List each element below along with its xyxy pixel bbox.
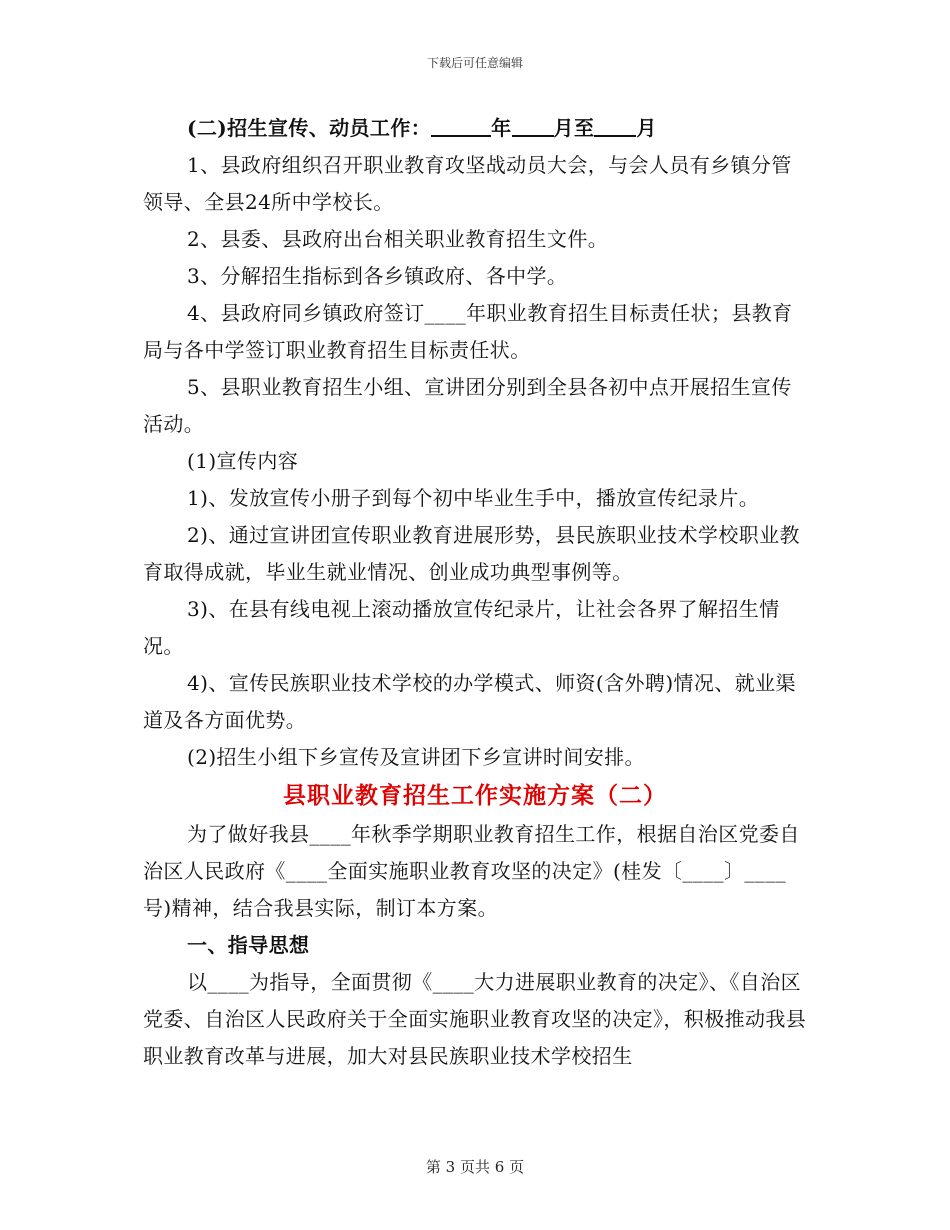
heading-text: (二)招生宣传、动员工作： <box>187 116 432 140</box>
paragraph: 4、县政府同乡镇政府签订____年职业教育招生目标责任状；县教育局与各中学签订职业教育招生目标责任状。 <box>143 301 793 362</box>
sub-heading: (1)宣传内容 <box>187 449 299 473</box>
heading-year: 年 <box>491 116 512 140</box>
blank-line <box>594 113 636 137</box>
blank-line <box>431 113 491 137</box>
section-heading-recruitment-publicity <box>143 110 807 147</box>
paragraph: 2、县委、县政府出台相关职业教育招生文件。 <box>187 227 609 251</box>
heading-month: 月 <box>636 116 657 140</box>
blank-line <box>512 113 554 137</box>
paragraph: 以____为指导，全面贯彻《____大力进展职业教育的决定》、《自治区党委、自治区人民政府关于全面实施职业教育攻坚的决定》，积极推动我县职业教育改革与进展，加大对县民族职业技术学校招生 <box>143 970 807 1068</box>
list-item: 2)、通过宣讲团宣传职业教育进展形势，县民族职业技术学校职业教育取得成就，毕业生就业情况、创业成功典型事例等。 <box>143 523 800 584</box>
intro-paragraph: 为了做好我县____年秋季学期职业教育招生工作，根据自治区党委自治区人民政府《____全面实施职业教育攻坚的决定》(桂发〔____〕____号)精神，结合我县实际，制订本方案。 <box>143 822 800 920</box>
page-footer: 第 3 页共 6 页 <box>425 1158 525 1176</box>
page-header: 下载后可任意编辑 <box>426 56 523 70</box>
list-item: 3)、在县有线电视上滚动播放宣传纪录片，让社会各界了解招生情况。 <box>143 597 780 658</box>
document-title: 县职业教育招生工作实施方案（二） <box>283 782 667 809</box>
paragraph: 3、分解招生指标到各乡镇政府、各中学。 <box>187 264 568 288</box>
paragraph: 1、县政府组织召开职业教育攻坚战动员大会，与会人员有乡镇分管领导、全县24所中学校长。 <box>143 153 792 214</box>
sub-heading: (2)招生小组下乡宣传及宣讲团下乡宣讲时间安排。 <box>187 745 645 769</box>
list-item: 4)、宣传民族职业技术学校的办学模式、师资(含外聘)情况、就业渠道及各方面优势。 <box>143 671 796 732</box>
heading-month-to: 月至 <box>553 116 595 140</box>
paragraph: 5、县职业教育招生小组、宣讲团分别到全县各初中点开展招生宣传活动。 <box>143 375 792 436</box>
list-item: 1)、发放宣传小册子到每个初中毕业生手中，播放宣传纪录片。 <box>187 486 760 510</box>
section-heading-guiding-ideology: 一、指导思想 <box>187 933 310 957</box>
document-body <box>143 110 807 1075</box>
